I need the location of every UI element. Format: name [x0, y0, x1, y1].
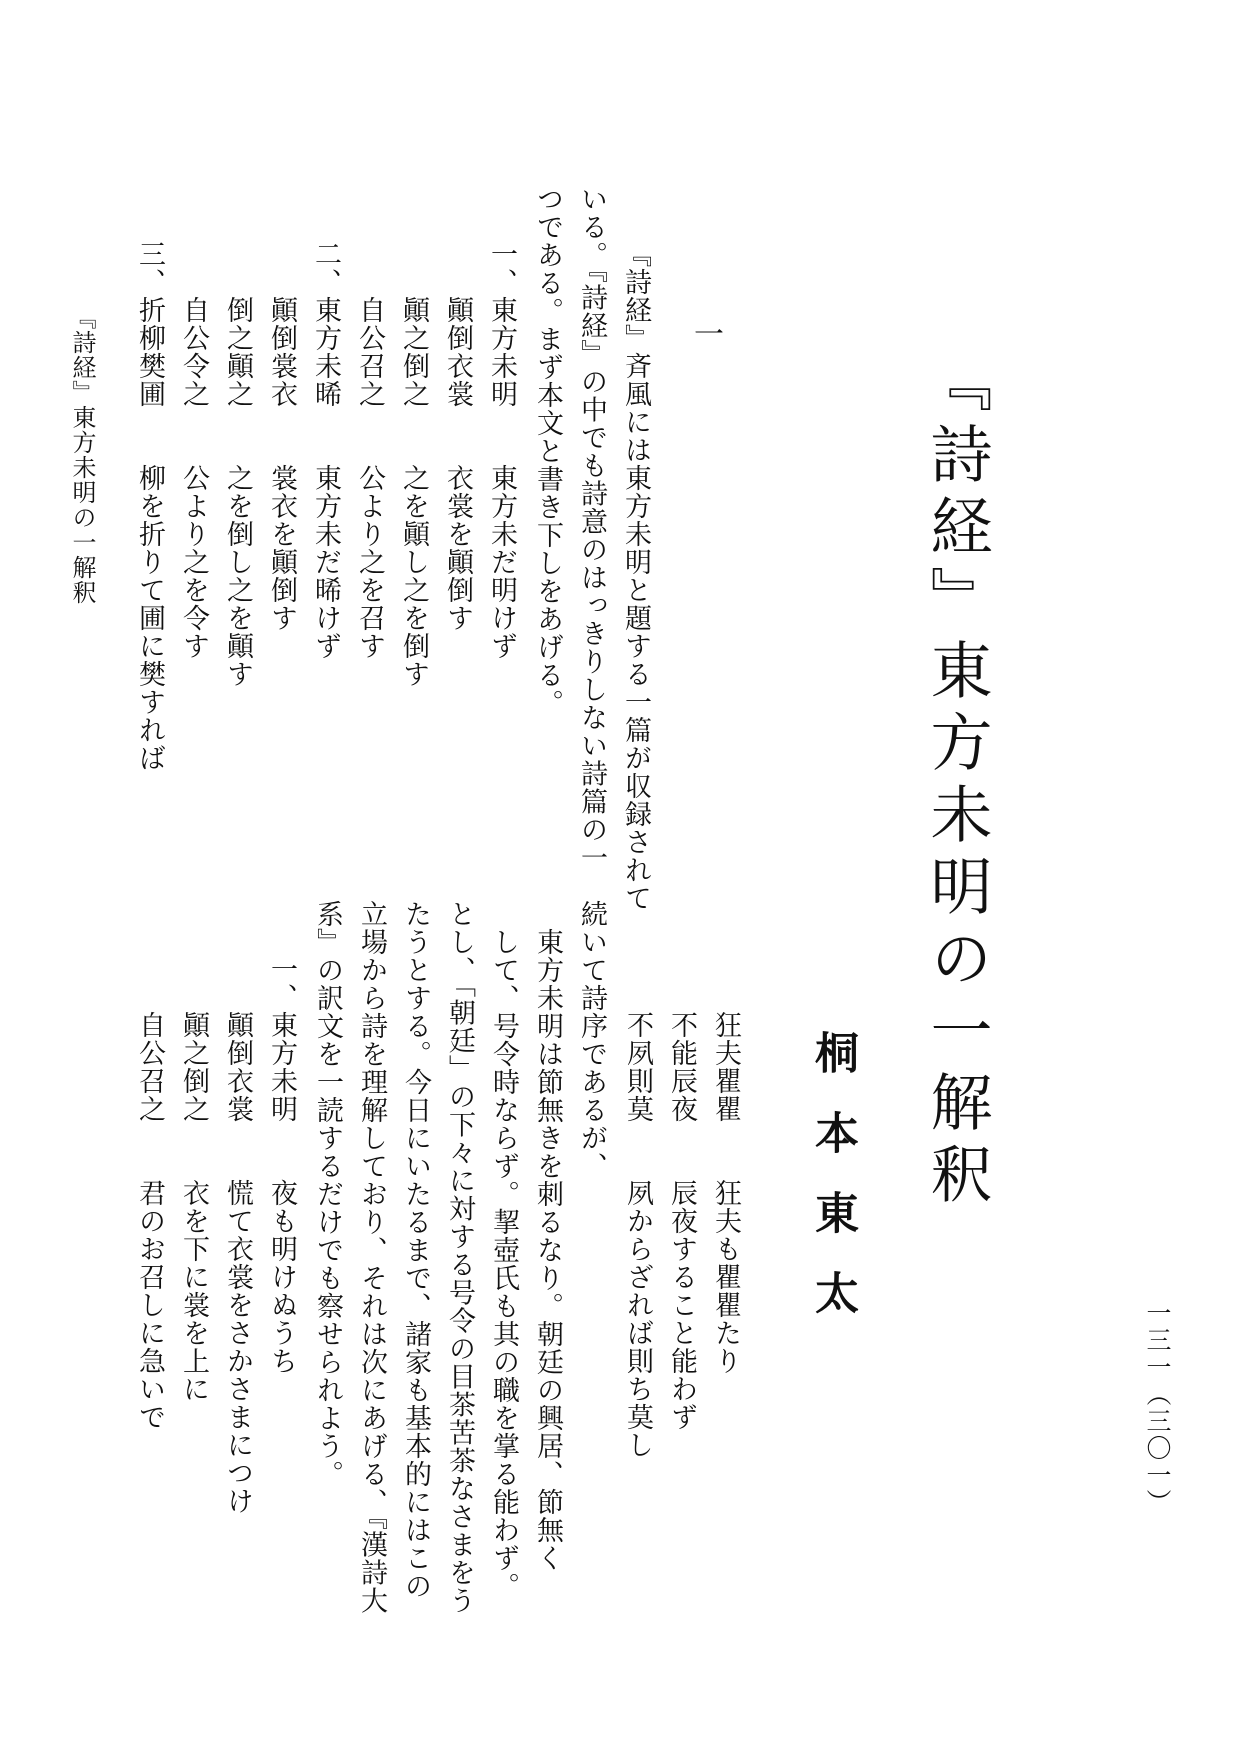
poem-line: 顚之倒之 衣を下に裳を上に [178, 955, 209, 1403]
poem-line: 一、東方未明 夜も明けぬうち [266, 955, 297, 1375]
poem-line: 自公令之 公より之を令す [178, 240, 209, 660]
poem-line: 顚之倒之 之を顚し之を倒す [398, 240, 429, 688]
commentary-line: たうとする。今日にいたるまで、諸家も基本的にはこの [400, 900, 431, 1600]
section-number: 一 [688, 318, 723, 348]
page-title: 『詩経』東方未明の一解釈 [920, 350, 993, 1214]
intro-line: いる。『詩経』の中でも詩意のはっきりしない詩篇の一 [576, 185, 607, 872]
poem-line: 狂夫瞿瞿 狂夫も瞿瞿たり [710, 955, 741, 1375]
poem-line: 顚倒衣裳 慌て衣裳をさかさまにつけ [222, 955, 253, 1515]
intro-line: つである。まず本文と書き下しをあげる。 [532, 185, 563, 717]
poem-line: 倒之顚之 之を倒し之を顚す [222, 240, 253, 688]
poem-line: 不夙則莫 夙からざれば則ち莫し [622, 955, 653, 1459]
commentary-line: して、号令時ならず。挈壺氏も其の職を掌る能わず。 [488, 900, 519, 1600]
poem-line: 不能辰夜 辰夜すること能わず [666, 955, 697, 1431]
commentary-line: 立場から詩を理解しており、それは次にあげる、『漢詩大 [356, 900, 387, 1615]
intro-line: 『詩経』斉風には東方未明と題する一篇が収録されて [620, 240, 651, 912]
poem-line: 顚倒衣裳 衣裳を顚倒す [442, 240, 473, 632]
author-name: 桐本東太 [807, 1030, 858, 1350]
poem-line: 自公召之 公より之を召す [354, 240, 385, 660]
poem-line: 自公召之 君のお召しに急いで [134, 955, 165, 1431]
commentary-line: 東方未明は節無きを刺るなり。朝廷の興居、節無く [532, 900, 563, 1572]
poem-line: 三、折柳樊圃 柳を折りて圃に樊すれば [134, 240, 165, 772]
poem-line: 二、東方未晞 東方未だ晞けず [310, 240, 341, 660]
commentary-line: 系』の訳文を一読するだけでも察せられよう。 [312, 900, 343, 1488]
page-number: 一三一（三〇一） [1143, 1300, 1172, 1516]
poem-line: 一、東方未明 東方未だ明けず [486, 240, 517, 660]
poem-line: 顚倒裳衣 裳衣を顚倒す [266, 240, 297, 632]
running-title: 『詩経』東方未明の一解釈 [68, 305, 96, 605]
commentary-line: 続いて詩序であるが、 [576, 900, 607, 1180]
commentary-line: とし、「朝廷」の下々に対する号令の目茶苦茶なさまをう [444, 900, 475, 1615]
